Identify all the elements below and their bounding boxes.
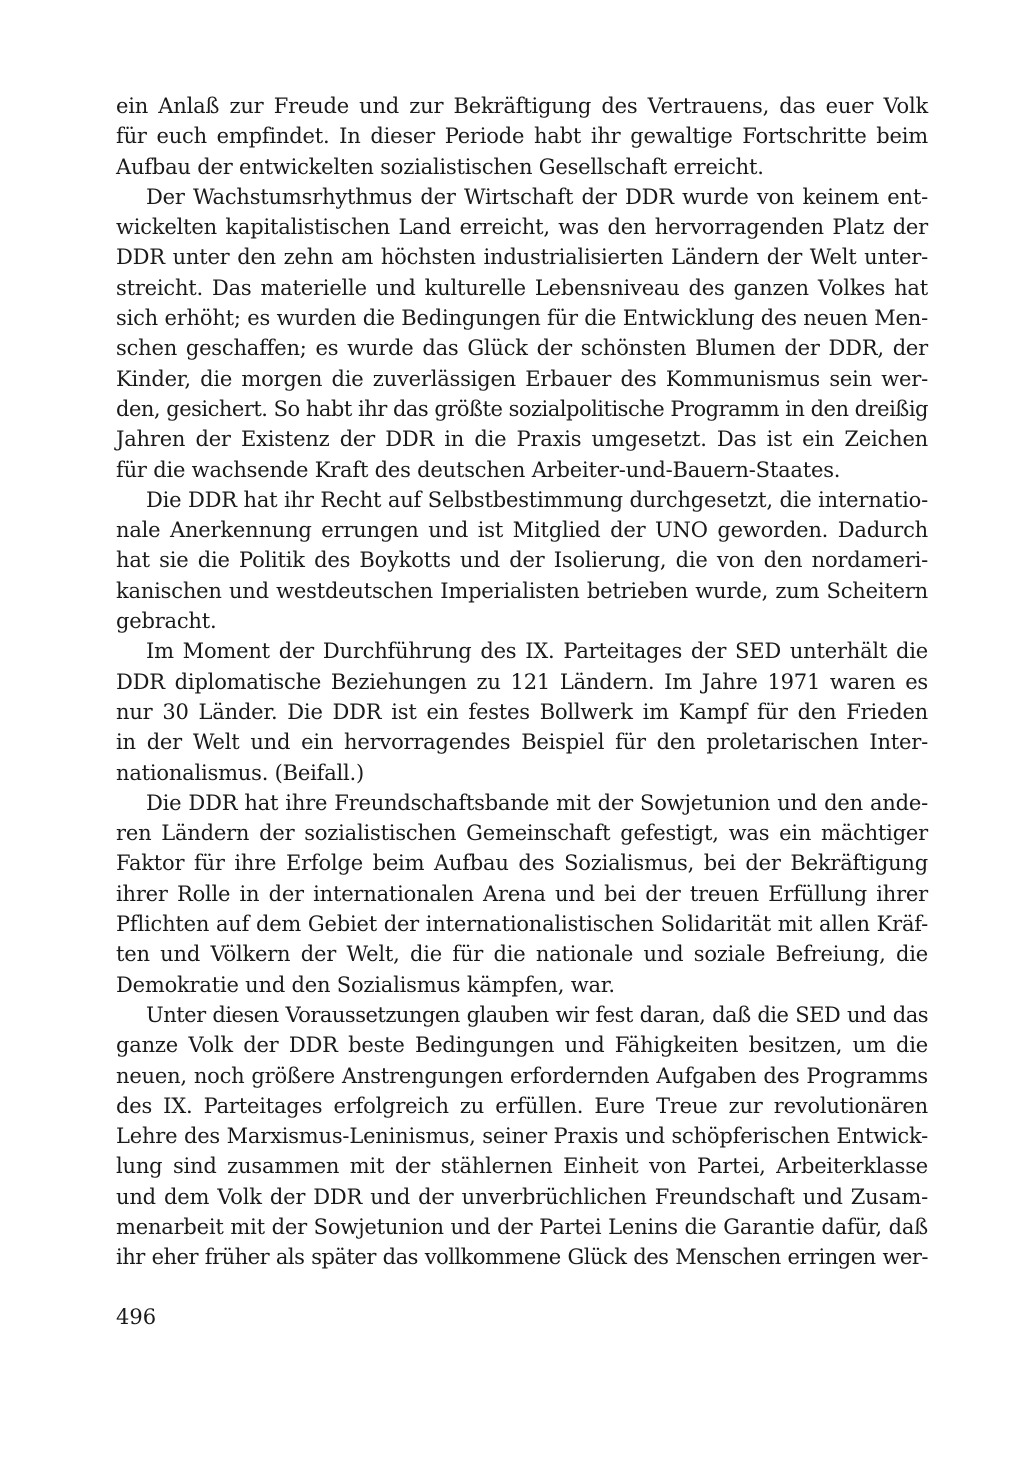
paragraph: [116, 1000, 928, 1273]
text-line: hat sie die Politik des Boykotts und der Isolierung, die von den nordameri-: [116, 548, 928, 573]
text-line: ganze Volk der DDR beste Bedingungen und Fähigkeiten besitzen, um die: [116, 1033, 928, 1058]
text-line: lung sind zusammen mit der stählernen Einheit von Partei, Arbeiterklasse: [116, 1154, 928, 1179]
text-line: in der Welt und ein hervorragendes Beispiel für den proletarischen Inter-: [116, 730, 928, 755]
page-number: 496: [116, 1305, 157, 1329]
text-line: den, gesichert. So habt ihr das größte sozialpolitische Programm in den dreißig: [116, 396, 928, 421]
text-line: ihr eher früher als später das vollkommene Glück des Menschen erringen wer-: [116, 1245, 928, 1270]
text-line: ihrer Rolle in der internationalen Arena und bei der treuen Erfüllung ihrer: [116, 881, 928, 906]
paragraph: [116, 485, 928, 636]
text-line: Kinder, die morgen die zuverlässigen Erbauer des Kommunismus sein wer-: [116, 366, 928, 391]
text-line: schen geschaffen; es wurde das Glück der schönsten Blumen der DDR, der: [116, 336, 928, 361]
text-line: Aufbau der entwickelten sozialistischen Gesellschaft erreicht.: [116, 154, 764, 179]
text-line: für die wachsende Kraft des deutschen Arbeiter-und-Bauern-Staates.: [116, 457, 841, 482]
text-line: kanischen und westdeutschen Imperialisten betrieben wurde, zum Scheitern: [116, 578, 928, 603]
text-line: ren Ländern der sozialistischen Gemeinschaft gefestigt, was ein mächtiger: [116, 821, 928, 846]
text-line: Faktor für ihre Erfolge beim Aufbau des Sozialismus, bei der Bekräftigung: [116, 851, 928, 876]
text-line: Unter diesen Voraussetzungen glauben wir fest daran, daß die SED und das: [146, 1002, 928, 1027]
text-line: neuen, noch größere Anstrengungen erfordernden Aufgaben des Programms: [116, 1063, 928, 1088]
text-line: streicht. Das materielle und kulturelle Lebensniveau des ganzen Volkes hat: [116, 275, 928, 300]
text-line: Der Wachstumsrhythmus der Wirtschaft der DDR wurde von keinem ent-: [146, 184, 928, 209]
text-line: menarbeit mit der Sowjetunion und der Partei Lenins die Garantie dafür, daß: [116, 1214, 928, 1239]
text-line: sich erhöht; es wurden die Bedingungen für die Entwicklung des neuen Men-: [116, 306, 928, 331]
body-text: [116, 91, 928, 1273]
text-line: Im Moment der Durchführung des IX. Parteitages der SED unterhält die: [146, 639, 928, 664]
paragraph: [116, 788, 928, 1000]
paragraph: [116, 636, 928, 787]
text-line: nationalismus. (Beifall.): [116, 760, 365, 785]
text-line: DDR unter den zehn am höchsten industrialisierten Ländern der Welt unter-: [116, 245, 928, 270]
text-line: DDR diplomatische Beziehungen zu 121 Ländern. Im Jahre 1971 waren es: [116, 669, 928, 694]
text-line: ten und Völkern der Welt, die für die nationale und soziale Befreiung, die: [116, 942, 928, 967]
text-line: gebracht.: [116, 609, 217, 634]
text-line: nale Anerkennung errungen und ist Mitglied der UNO geworden. Dadurch: [116, 518, 928, 543]
text-line: und dem Volk der DDR und der unverbrüchlichen Freundschaft und Zusam-: [116, 1184, 928, 1209]
text-line: nur 30 Länder. Die DDR ist ein festes Bollwerk im Kampf für den Frieden: [116, 699, 928, 724]
text-line: Die DDR hat ihr Recht auf Selbstbestimmung durchgesetzt, die internatio-: [146, 487, 928, 512]
text-line: ein Anlaß zur Freude und zur Bekräftigung des Vertrauens, das euer Volk: [116, 94, 928, 118]
paragraph: [116, 91, 928, 182]
text-line: Lehre des Marxismus-Leninismus, seiner Praxis und schöpferischen Entwick-: [116, 1124, 928, 1149]
text-line: Demokratie und den Sozialismus kämpfen, war.: [116, 972, 615, 997]
text-line: Pflichten auf dem Gebiet der internationalistischen Solidarität mit allen Kräf-: [116, 912, 928, 937]
paragraph: [116, 182, 928, 485]
text-line: für euch empfindet. In dieser Periode habt ihr gewaltige Fortschritte beim: [116, 124, 928, 149]
text-line: Die DDR hat ihre Freundschaftsbande mit der Sowjetunion und den ande-: [146, 790, 928, 815]
text-line: wickelten kapitalistischen Land erreicht, was den hervorragenden Platz der: [116, 215, 928, 240]
text-line: Jahren der Existenz der DDR in die Praxis umgesetzt. Das ist ein Zeichen: [116, 427, 928, 452]
text-line: des IX. Parteitages erfolgreich zu erfüllen. Eure Treue zur revolutionären: [116, 1093, 928, 1118]
